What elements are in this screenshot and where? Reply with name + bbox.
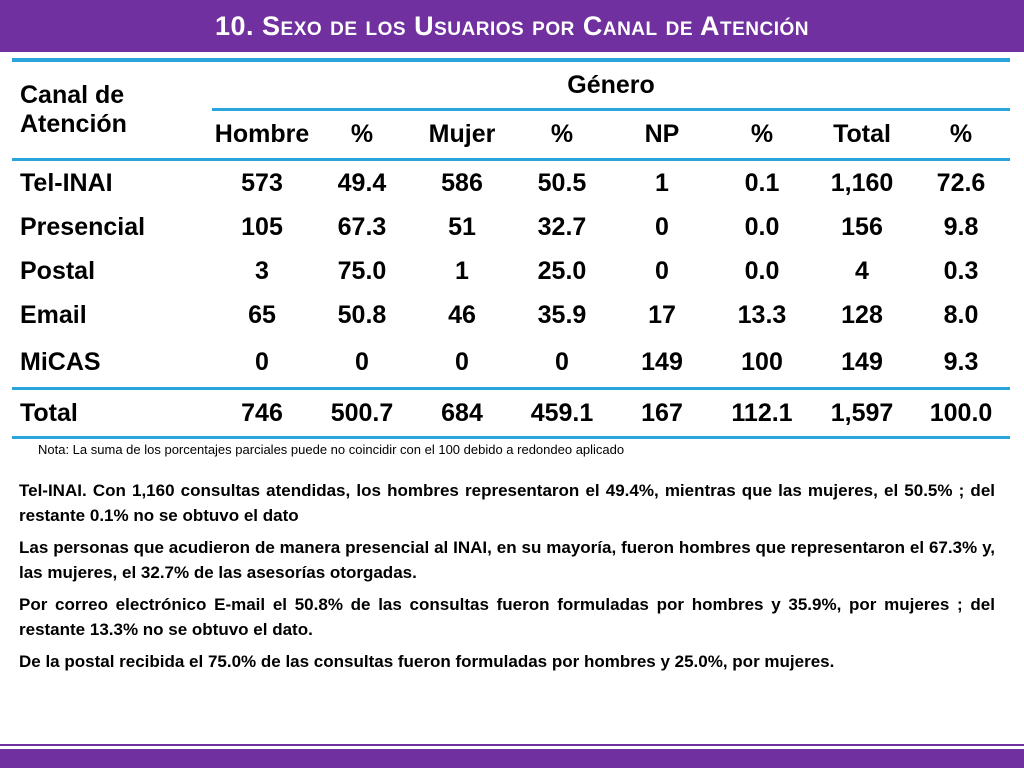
paragraph: Tel-INAI. Con 1,160 consultas atendidas, los hombres representaron el 49.4%, mientras que las mujeres, el 50.5% ; del restante 0.1% no se obtuvo el dato (19, 481, 995, 525)
table-cell: 112.1 (712, 389, 812, 438)
footer-bar (0, 749, 1024, 768)
table-cell: 75.0 (337, 256, 387, 285)
table-cell: 684 (412, 389, 512, 438)
table-body (12, 160, 1010, 438)
table-cell: 0 (655, 256, 669, 285)
table-cell: 0.1 (744, 168, 780, 197)
table-cell: 1,160 (830, 168, 894, 197)
table-cell: 500.7 (312, 389, 412, 438)
table-cell: 0 (355, 347, 369, 376)
table-cell: 149 (841, 347, 883, 376)
table-cell: 100.0 (912, 389, 1010, 438)
table-cell: 156 (841, 212, 883, 241)
table-cell: 459.1 (512, 389, 612, 438)
table-cell: 13.3 (737, 300, 787, 329)
table-row (12, 205, 1010, 249)
table-cell: 35.9 (537, 300, 587, 329)
table-cell: 49.4 (337, 168, 387, 197)
table-cell: 0.3 (943, 256, 979, 285)
column-header: % (912, 110, 1010, 160)
column-header: Mujer (412, 110, 512, 160)
column-header: % (312, 110, 412, 160)
table-cell: 9.3 (943, 347, 979, 376)
table-cell: 65 (248, 300, 276, 329)
table-cell: 573 (241, 168, 283, 197)
row-label: MiCAS (20, 347, 101, 376)
table-cell: 1 (655, 168, 669, 197)
column-header: NP (612, 110, 712, 160)
summary-text (19, 478, 995, 681)
table-container (12, 58, 1010, 439)
column-header: % (512, 110, 612, 160)
table-cell: 746 (212, 389, 312, 438)
table-cell: 9.8 (943, 212, 979, 241)
group-header: Género (212, 62, 1010, 110)
paragraph: Las personas que acudieron de manera presencial al INAI, en su mayoría, fueron hombres que representaron el 67.3% y, las mujeres, el 32.7% de las asesorías otorgadas. (19, 538, 995, 582)
row-label: Tel-INAI (20, 168, 113, 197)
table-cell: 72.6 (936, 168, 986, 197)
title-bar (0, 0, 1024, 52)
table-cell: 4 (855, 256, 869, 285)
column-header: Total (812, 110, 912, 160)
paragraph: Por correo electrónico E-mail el 50.8% de las consultas fueron formuladas por hombres y 35.9%, por mujeres ; del restante 13.3% no se obtuvo el dato. (19, 595, 995, 639)
table-row (12, 249, 1010, 293)
table-cell: 25.0 (537, 256, 587, 285)
row-label: Total (12, 389, 212, 438)
table-row (12, 293, 1010, 337)
table-cell: 17 (648, 300, 676, 329)
table-cell: 0 (555, 347, 569, 376)
table-row (12, 337, 1010, 389)
table-cell: 167 (612, 389, 712, 438)
footer-rule (0, 744, 1024, 746)
table-cell: 100 (741, 347, 783, 376)
table-cell: 51 (448, 212, 476, 241)
table-note: Nota: La suma de los porcentajes parciales puede no coincidir con el 100 debido a redondeo aplicado (38, 442, 625, 457)
table-cell: 8.0 (943, 300, 979, 329)
table-cell: 46 (448, 300, 476, 329)
row-label: Presencial (20, 212, 146, 241)
column-header: Hombre (212, 110, 312, 160)
table-cell: 586 (441, 168, 483, 197)
table-row (12, 160, 1010, 206)
row-label: Email (20, 300, 87, 329)
table-cell: 32.7 (537, 212, 587, 241)
table-cell: 149 (641, 347, 683, 376)
table-cell: 0 (655, 212, 669, 241)
table-cell: 50.8 (337, 300, 387, 329)
table-cell: 50.5 (537, 168, 587, 197)
table-cell: 0 (455, 347, 469, 376)
total-row (12, 389, 1010, 438)
table-cell: 1 (455, 256, 469, 285)
table-cell: 105 (241, 212, 283, 241)
page-title: 10. Sexo de los Usuarios por Canal de Atención (214, 10, 810, 41)
table-cell: 1,597 (812, 389, 912, 438)
table-cell: 0 (255, 347, 269, 376)
paragraph: De la postal recibida el 75.0% de las consultas fueron formuladas por hombres y 25.0%, por mujeres. (19, 652, 835, 671)
data-table (12, 62, 1010, 439)
table-cell: 3 (255, 256, 269, 285)
table-cell: 128 (841, 300, 883, 329)
table-cell: 0.0 (744, 256, 780, 285)
row-label: Postal (20, 256, 96, 285)
canal-header: Canal de Atención (12, 62, 212, 160)
table-cell: 0.0 (744, 212, 780, 241)
table-cell: 67.3 (337, 212, 387, 241)
column-header: % (712, 110, 812, 160)
